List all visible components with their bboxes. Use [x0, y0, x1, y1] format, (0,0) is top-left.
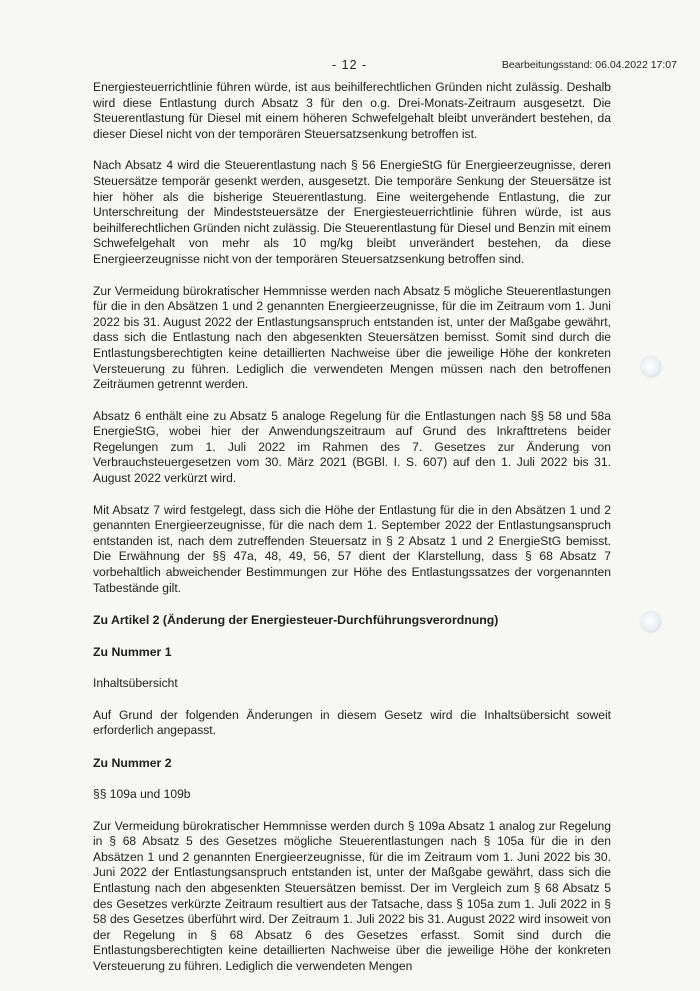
paragraph: §§ 109a und 109b — [93, 787, 191, 801]
paragraph: Auf Grund der folgenden Änderungen in diesem Gesetz wird die Inhaltsübersicht soweit erforderlich angepasst. — [93, 707, 611, 738]
editing-status: Bearbeitungsstand: 06.04.2022 17:07 — [501, 59, 677, 71]
paragraph: Energiesteuerrichtlinie führen würde, ist aus beihilferechtlichen Gründen nicht zulässig. Deshalb wird diese Entlastung durch Absatz 3 für den o.g. Drei-Monats-Zeitraum ausgesetzt. Die Steuerentlastung für Diesel mit einem höheren Schwefelgehalt bleibt unverändert bestehen, da dieser Diesel nicht von der temporären Steuersatzsenkung betroffen ist. — [93, 80, 611, 141]
paragraph: Inhaltsübersicht — [93, 676, 178, 691]
punch-hole-icon — [641, 612, 661, 632]
paragraph: Nach Absatz 4 wird die Steuerentlastung nach § 56 EnergieStG für Energieerzeugnisse, deren Steuersätze temporär gesenkt werden, ausgesetzt. Die temporäre Senkung der Steuersätze ist hier höher als die bisherige Steuerentlastung. Eine weitergehende Entlastung, die zur Unterschreitung der Mindeststeuersätze der Energiesteuerrichtlinie führen würde, ist aus beihilferechtlichen Gründen nicht zulässig. Die Steuerentlastung für Diesel und Benzin mit einem Schwefelgehalt von mehr als 10 mg/kg bleibt unverändert bestehen, da diese Energieerzeugnisse nicht von der temporären Steuersatzsenkung betroffen sind. — [93, 158, 611, 266]
page-header — [0, 58, 700, 76]
section-heading-nummer-2: Zu Nummer 2 — [93, 756, 172, 770]
document-body — [93, 80, 611, 991]
paragraph: Mit Absatz 7 wird festgelegt, dass sich die Höhe der Entlastung für die in den Absätzen 1 und 2 genannten Energieerzeugnisse, für die nach dem 1. September 2022 der Entlastungsanspruch entstanden ist, nach dem zutreffenden Steuersatz in § 2 Absatz 1 und 2 EnergieStG bemisst. Die Erwähnung der §§ 47a, 48, 49, 56, 57 dient der Klarstellung, dass § 68 Absatz 7 vorbehaltlich abweichender Bestimmungen zur Höhe des Entlastungssatzes der vorgenannten Tatbestände gilt. — [93, 502, 611, 595]
paragraph: Absatz 6 enthält eine zu Absatz 5 analoge Regelung für die Entlastungen nach §§ 58 und 58a EnergieStG, wobei hier der Anwendungszeitraum auf Grund des Inkrafttretens beider Regelungen zum 1. Juli 2022 im Rahmen des 7. Gesetzes zur Änderung von Verbrauchsteuergesetzen vom 30. März 2021 (BGBl. I. S. 607) auf den 1. Juli 2022 bis 31. August 2022 verkürzt wird. — [93, 408, 611, 486]
paragraph: Zur Vermeidung bürokratischer Hemmnisse werden durch § 109a Absatz 1 analog zur Regelung in § 68 Absatz 5 des Gesetzes mögliche Steuerentlastungen nach § 105a für die in den Absätzen 1 und 2 genannten Energieerzeugnisse, für die im Zeitraum vom 1. Juni 2022 bis 30. Juni 2022 der Entlastungsanspruch entstanden ist, unter der Maßgabe gewährt, dass sich die Entlastung nach den abgesenkten Steuersätzen bemisst. Der im Vergleich zum § 68 Absatz 5 des Gesetzes verkürzte Zeitraum resultiert aus der Tatsache, dass § 105a zum 1. Juli 2022 in § 58 des Gesetzes überführt wird. Der Zeitraum 1. Juli 2022 bis 31. August 2022 wird insoweit von der Regelung in § 68 Absatz 6 des Gesetzes erfasst. Somit sind durch die Entlastungsberechtigten keine detaillierten Nachweise über die jeweilige Höhe der konkreten Versteuerung zu führen. Lediglich die verwendeten Mengen — [93, 818, 611, 973]
page-number: - 12 - — [332, 58, 368, 72]
section-heading-nummer-1: Zu Nummer 1 — [93, 645, 172, 660]
punch-hole-icon — [641, 357, 661, 377]
paragraph: Zur Vermeidung bürokratischer Hemmnisse werden nach Absatz 5 mögliche Steuerentlastungen für die in den Absätzen 1 und 2 genannten Energieerzeugnisse, für die im Zeitraum vom 1. Juni 2022 bis 31. August 2022 der Entlastungsanspruch entstanden ist, unter der Maßgabe gewährt, dass sich die Entlastung nach den abgesenkten Steuersätzen bemisst. Somit sind durch die Entlastungsberechtigten keine detaillierten Nachweise über die jeweilige Höhe der konkreten Versteuerung zu führen. Lediglich die verwendeten Mengen müssen nach den betroffenen Zeiträumen getrennt werden. — [93, 283, 611, 392]
section-heading-artikel-2: Zu Artikel 2 (Änderung der Energiesteuer-Durchführungsverordnung) — [93, 613, 499, 628]
